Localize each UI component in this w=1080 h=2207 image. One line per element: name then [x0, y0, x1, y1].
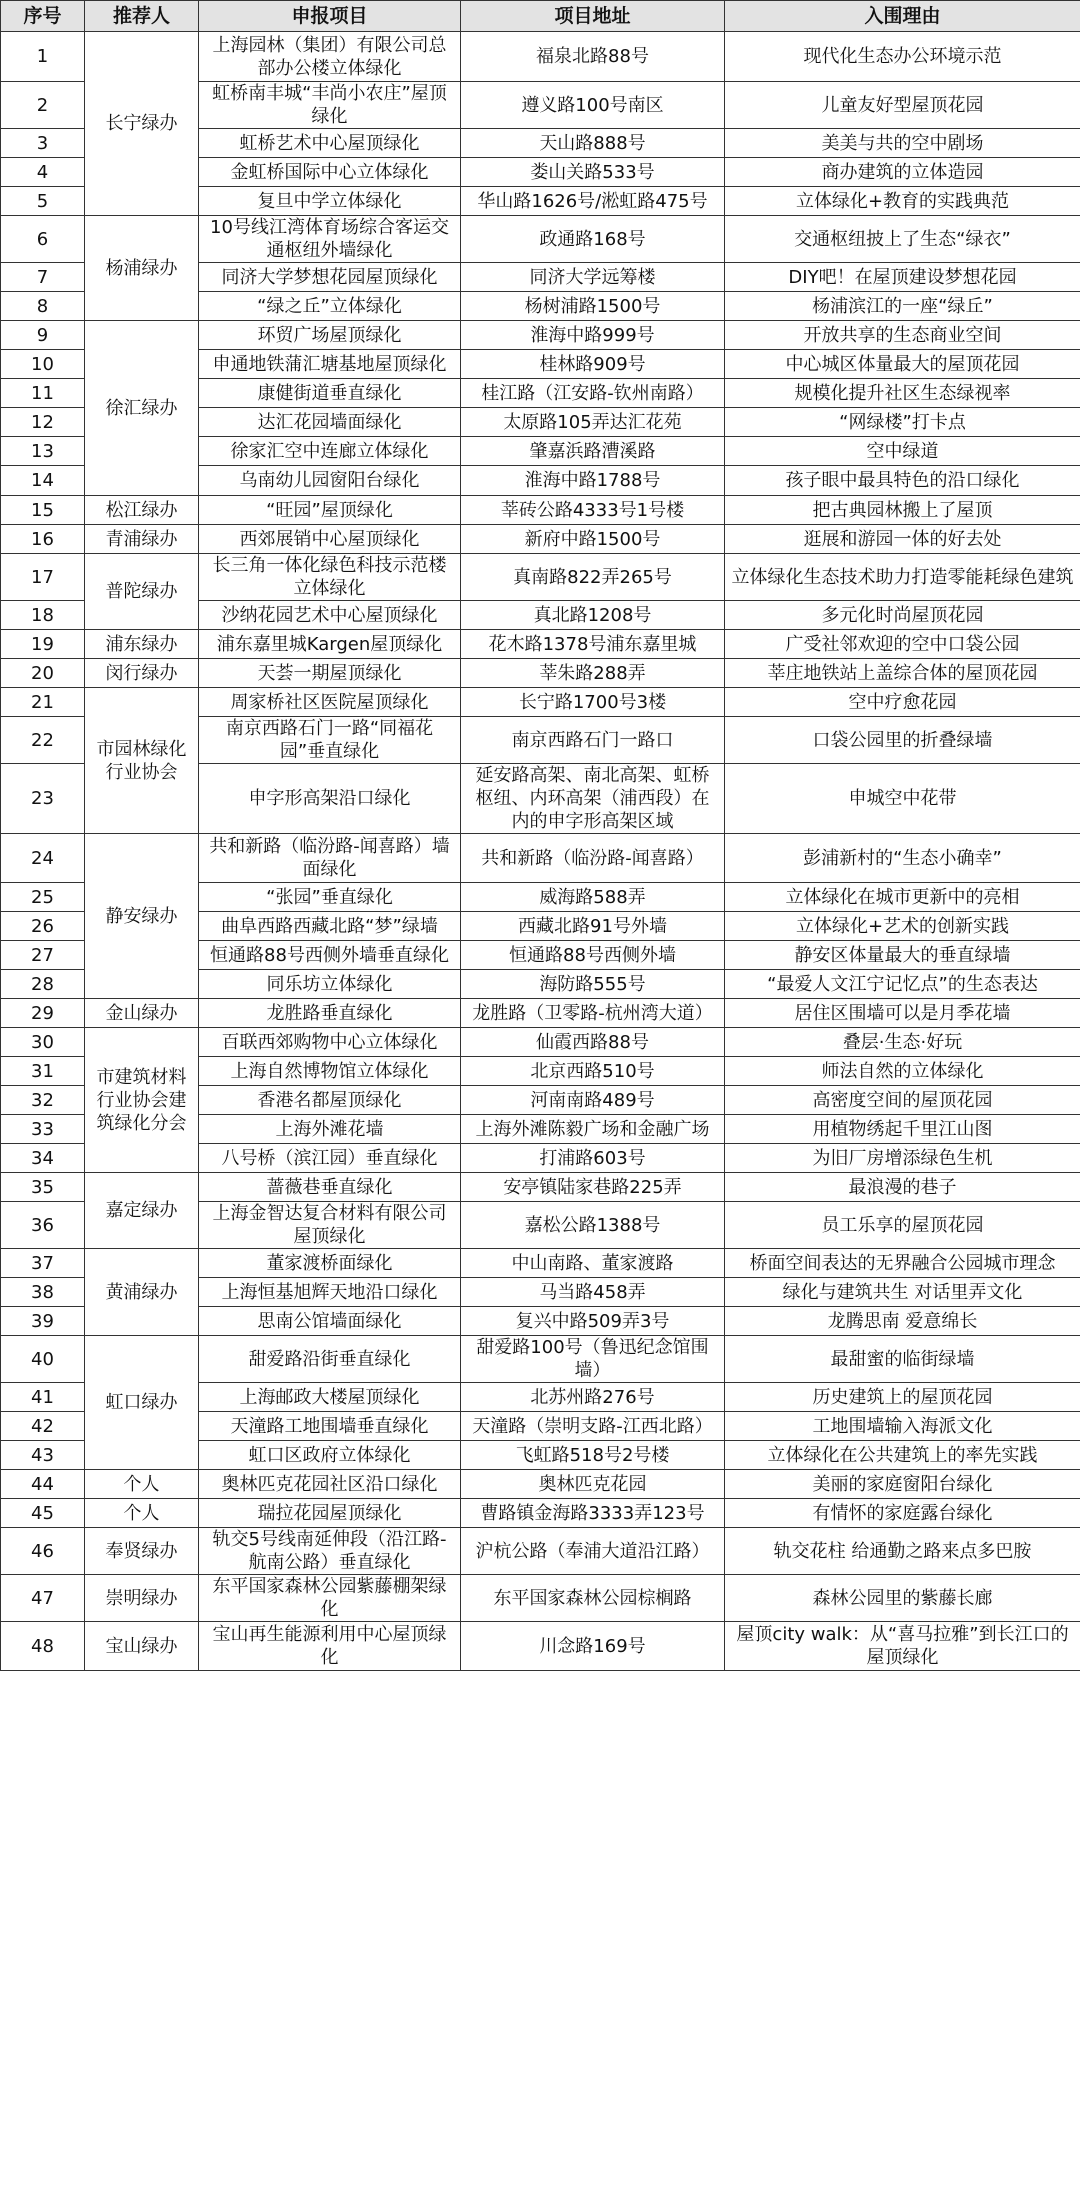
reason-cell: 龙腾思南 爱意绵长: [725, 1307, 1080, 1336]
address-cell: 延安路高架、南北高架、虹桥枢纽、内环高架（浦西段）在内的申字形高架区域: [461, 764, 725, 834]
recommender-cell: 市建筑材料行业协会建筑绿化分会: [85, 1028, 199, 1173]
reason-cell: 立体绿化在城市更新中的亮相: [725, 883, 1080, 912]
address-cell: 恒通路88号西侧外墙: [461, 941, 725, 970]
recommender-cell: 嘉定绿办: [85, 1173, 199, 1249]
address-cell: 中山南路、董家渡路: [461, 1249, 725, 1278]
address-cell: 仙霞西路88号: [461, 1028, 725, 1057]
table-row: [1, 1499, 1080, 1528]
reason-cell: 立体绿化+艺术的创新实践: [725, 912, 1080, 941]
address-cell: 华山路1626号/淞虹路475号: [461, 187, 725, 216]
reason-cell: 彭浦新村的“生态小确幸”: [725, 834, 1080, 883]
row-number: 14: [1, 466, 85, 496]
row-number: 17: [1, 554, 85, 601]
header-row: [1, 1, 1080, 32]
project-cell: 奥林匹克花园社区沿口绿化: [199, 1470, 461, 1499]
table-row: [1, 659, 1080, 688]
project-cell: 环贸广场屋顶绿化: [199, 321, 461, 350]
address-cell: 真南路822弄265号: [461, 554, 725, 601]
address-cell: 打浦路603号: [461, 1144, 725, 1173]
row-number: 39: [1, 1307, 85, 1336]
recommender-cell: 长宁绿办: [85, 32, 199, 216]
address-cell: 东平国家森林公园棕榈路: [461, 1575, 725, 1622]
row-number: 40: [1, 1336, 85, 1383]
reason-cell: 最浪漫的巷子: [725, 1173, 1080, 1202]
reason-cell: 多元化时尚屋顶花园: [725, 601, 1080, 630]
project-cell: 上海自然博物馆立体绿化: [199, 1057, 461, 1086]
address-cell: 北京西路510号: [461, 1057, 725, 1086]
project-cell: 宝山再生能源利用中心屋顶绿化: [199, 1622, 461, 1671]
address-cell: 遵义路100号南区: [461, 82, 725, 129]
table-row: [1, 32, 1080, 82]
recommender-cell: 黄浦绿办: [85, 1249, 199, 1336]
reason-cell: 空中疗愈花园: [725, 688, 1080, 717]
project-cell: 长三角一体化绿色科技示范楼立体绿化: [199, 554, 461, 601]
project-cell: 申字形高架沿口绿化: [199, 764, 461, 834]
address-cell: 复兴中路509弄3号: [461, 1307, 725, 1336]
reason-cell: 为旧厂房增添绿色生机: [725, 1144, 1080, 1173]
reason-cell: 叠层·生态·好玩: [725, 1028, 1080, 1057]
table-row: [1, 630, 1080, 659]
address-cell: 淮海中路1788号: [461, 466, 725, 496]
address-cell: 曹路镇金海路3333弄123号: [461, 1499, 725, 1528]
recommender-cell: 个人: [85, 1470, 199, 1499]
reason-cell: 轨交花柱 给通勤之路来点多巴胺: [725, 1528, 1080, 1575]
reason-cell: 口袋公园里的折叠绿墙: [725, 717, 1080, 764]
address-cell: 奥林匹克花园: [461, 1470, 725, 1499]
row-number: 43: [1, 1441, 85, 1470]
address-cell: 淮海中路999号: [461, 321, 725, 350]
table-row: [1, 554, 1080, 601]
reason-cell: 静安区体量最大的垂直绿墙: [725, 941, 1080, 970]
reason-cell: 员工乐享的屋顶花园: [725, 1202, 1080, 1249]
row-number: 8: [1, 292, 85, 321]
row-number: 30: [1, 1028, 85, 1057]
address-cell: 安亭镇陆家巷路225弄: [461, 1173, 725, 1202]
table-body: [1, 32, 1080, 1671]
reason-cell: 莘庄地铁站上盖综合体的屋顶花园: [725, 659, 1080, 688]
address-cell: 桂江路（江安路-钦州南路）: [461, 379, 725, 408]
row-number: 41: [1, 1383, 85, 1412]
address-cell: 威海路588弄: [461, 883, 725, 912]
table-row: [1, 1622, 1080, 1671]
recommender-cell: 宝山绿办: [85, 1622, 199, 1671]
project-cell: 董家渡桥面绿化: [199, 1249, 461, 1278]
reason-cell: 孩子眼中最具特色的沿口绿化: [725, 466, 1080, 496]
address-cell: 福泉北路88号: [461, 32, 725, 82]
row-number: 28: [1, 970, 85, 999]
reason-cell: 绿化与建筑共生 对话里弄文化: [725, 1278, 1080, 1307]
project-cell: 上海金智达复合材料有限公司屋顶绿化: [199, 1202, 461, 1249]
address-cell: 真北路1208号: [461, 601, 725, 630]
row-number: 47: [1, 1575, 85, 1622]
reason-cell: 居住区围墙可以是月季花墙: [725, 999, 1080, 1028]
address-cell: 天山路888号: [461, 129, 725, 158]
row-number: 29: [1, 999, 85, 1028]
table-row: [1, 1249, 1080, 1278]
address-cell: 龙胜路（卫零路-杭州湾大道）: [461, 999, 725, 1028]
address-cell: 海防路555号: [461, 970, 725, 999]
header-project: 申报项目: [199, 1, 461, 32]
row-number: 1: [1, 32, 85, 82]
project-cell: “张园”垂直绿化: [199, 883, 461, 912]
row-number: 27: [1, 941, 85, 970]
recommender-cell: 徐汇绿办: [85, 321, 199, 496]
address-cell: 娄山关路533号: [461, 158, 725, 187]
address-cell: 长宁路1700号3楼: [461, 688, 725, 717]
row-number: 2: [1, 82, 85, 129]
row-number: 42: [1, 1412, 85, 1441]
project-cell: 思南公馆墙面绿化: [199, 1307, 461, 1336]
project-cell: 西郊展销中心屋顶绿化: [199, 525, 461, 554]
reason-cell: “最爱人文江宁记忆点”的生态表达: [725, 970, 1080, 999]
reason-cell: 用植物绣起千里江山图: [725, 1115, 1080, 1144]
address-cell: 河南南路489号: [461, 1086, 725, 1115]
project-cell: 龙胜路垂直绿化: [199, 999, 461, 1028]
project-cell: 天荟一期屋顶绿化: [199, 659, 461, 688]
reason-cell: 开放共享的生态商业空间: [725, 321, 1080, 350]
project-cell: 东平国家森林公园紫藤棚架绿化: [199, 1575, 461, 1622]
recommender-cell: 青浦绿办: [85, 525, 199, 554]
header-reason: 入围理由: [725, 1, 1080, 32]
row-number: 33: [1, 1115, 85, 1144]
table-row: [1, 525, 1080, 554]
recommender-cell: 普陀绿办: [85, 554, 199, 630]
project-cell: 曲阜西路西藏北路“梦”绿墙: [199, 912, 461, 941]
address-cell: 同济大学远筹楼: [461, 263, 725, 292]
project-cell: 浦东嘉里城Kargen屋顶绿化: [199, 630, 461, 659]
row-number: 16: [1, 525, 85, 554]
recommender-cell: 松江绿办: [85, 496, 199, 525]
table-row: [1, 1528, 1080, 1575]
reason-cell: 历史建筑上的屋顶花园: [725, 1383, 1080, 1412]
reason-cell: 广受社邻欢迎的空中口袋公园: [725, 630, 1080, 659]
row-number: 34: [1, 1144, 85, 1173]
header-address: 项目地址: [461, 1, 725, 32]
reason-cell: 工地围墙输入海派文化: [725, 1412, 1080, 1441]
row-number: 46: [1, 1528, 85, 1575]
project-cell: “旺园”屋顶绿化: [199, 496, 461, 525]
row-number: 25: [1, 883, 85, 912]
project-cell: 瑞拉花园屋顶绿化: [199, 1499, 461, 1528]
row-number: 31: [1, 1057, 85, 1086]
reason-cell: 把古典园林搬上了屋顶: [725, 496, 1080, 525]
reason-cell: 师法自然的立体绿化: [725, 1057, 1080, 1086]
row-number: 7: [1, 263, 85, 292]
reason-cell: 森林公园里的紫藤长廊: [725, 1575, 1080, 1622]
reason-cell: 规模化提升社区生态绿视率: [725, 379, 1080, 408]
row-number: 24: [1, 834, 85, 883]
row-number: 19: [1, 630, 85, 659]
row-number: 13: [1, 437, 85, 466]
address-cell: 飞虹路518号2号楼: [461, 1441, 725, 1470]
address-cell: 肇嘉浜路漕溪路: [461, 437, 725, 466]
project-cell: 百联西郊购物中心立体绿化: [199, 1028, 461, 1057]
project-cell: 乌南幼儿园窗阳台绿化: [199, 466, 461, 496]
table-row: [1, 1336, 1080, 1383]
reason-cell: 中心城区体量最大的屋顶花园: [725, 350, 1080, 379]
address-cell: 桂林路909号: [461, 350, 725, 379]
reason-cell: 立体绿化生态技术助力打造零能耗绿色建筑: [725, 554, 1080, 601]
reason-cell: 交通枢纽披上了生态“绿衣”: [725, 216, 1080, 263]
reason-cell: 有情怀的家庭露台绿化: [725, 1499, 1080, 1528]
reason-cell: 现代化生态办公环境示范: [725, 32, 1080, 82]
table-row: [1, 1028, 1080, 1057]
address-cell: 川念路169号: [461, 1622, 725, 1671]
project-cell: 虹桥南丰城“丰尚小农庄”屋顶绿化: [199, 82, 461, 129]
project-cell: 申通地铁蒲汇塘基地屋顶绿化: [199, 350, 461, 379]
project-cell: 共和新路（临汾路-闻喜路）墙面绿化: [199, 834, 461, 883]
project-cell: 周家桥社区医院屋顶绿化: [199, 688, 461, 717]
address-cell: 沪杭公路（奉浦大道沿江路）: [461, 1528, 725, 1575]
table-row: [1, 999, 1080, 1028]
project-cell: 八号桥（滨江园）垂直绿化: [199, 1144, 461, 1173]
reason-cell: 高密度空间的屋顶花园: [725, 1086, 1080, 1115]
row-number: 22: [1, 717, 85, 764]
address-cell: 莘砖公路4333号1号楼: [461, 496, 725, 525]
address-cell: 天潼路（崇明支路-江西北路）: [461, 1412, 725, 1441]
reason-cell: 逛展和游园一体的好去处: [725, 525, 1080, 554]
reason-cell: 儿童友好型屋顶花园: [725, 82, 1080, 129]
row-number: 18: [1, 601, 85, 630]
address-cell: 南京西路石门一路口: [461, 717, 725, 764]
row-number: 35: [1, 1173, 85, 1202]
row-number: 5: [1, 187, 85, 216]
reason-cell: 立体绿化+教育的实践典范: [725, 187, 1080, 216]
reason-cell: 商办建筑的立体造园: [725, 158, 1080, 187]
address-cell: 杨树浦路1500号: [461, 292, 725, 321]
reason-cell: 美美与共的空中剧场: [725, 129, 1080, 158]
row-number: 10: [1, 350, 85, 379]
address-cell: 西藏北路91号外墙: [461, 912, 725, 941]
recommender-cell: 静安绿办: [85, 834, 199, 999]
row-number: 32: [1, 1086, 85, 1115]
reason-cell: 桥面空间表达的无界融合公园城市理念: [725, 1249, 1080, 1278]
header-recommender: 推荐人: [85, 1, 199, 32]
recommender-cell: 金山绿办: [85, 999, 199, 1028]
row-number: 9: [1, 321, 85, 350]
recommender-cell: 浦东绿办: [85, 630, 199, 659]
address-cell: 政通路168号: [461, 216, 725, 263]
row-number: 4: [1, 158, 85, 187]
address-cell: 马当路458弄: [461, 1278, 725, 1307]
reason-cell: 申城空中花带: [725, 764, 1080, 834]
recommender-cell: 市园林绿化行业协会: [85, 688, 199, 834]
project-cell: 上海邮政大楼屋顶绿化: [199, 1383, 461, 1412]
reason-cell: “网绿楼”打卡点: [725, 408, 1080, 437]
address-cell: 莘朱路288弄: [461, 659, 725, 688]
project-cell: 虹桥艺术中心屋顶绿化: [199, 129, 461, 158]
recommender-cell: 个人: [85, 1499, 199, 1528]
table-row: [1, 1173, 1080, 1202]
project-cell: 恒通路88号西侧外墙垂直绿化: [199, 941, 461, 970]
table-row: [1, 1470, 1080, 1499]
address-cell: 太原路105弄达汇花苑: [461, 408, 725, 437]
recommender-cell: 奉贤绿办: [85, 1528, 199, 1575]
project-cell: 同济大学梦想花园屋顶绿化: [199, 263, 461, 292]
project-cell: 轨交5号线南延伸段（沿江路-航南公路）垂直绿化: [199, 1528, 461, 1575]
address-cell: 共和新路（临汾路-闻喜路）: [461, 834, 725, 883]
recommender-cell: 崇明绿办: [85, 1575, 199, 1622]
recommender-cell: 闵行绿办: [85, 659, 199, 688]
project-cell: 10号线江湾体育场综合客运交通枢纽外墙绿化: [199, 216, 461, 263]
row-number: 48: [1, 1622, 85, 1671]
project-cell: 南京西路石门一路“同福花园”垂直绿化: [199, 717, 461, 764]
row-number: 38: [1, 1278, 85, 1307]
address-cell: 上海外滩陈毅广场和金融广场: [461, 1115, 725, 1144]
project-cell: 沙纳花园艺术中心屋顶绿化: [199, 601, 461, 630]
row-number: 15: [1, 496, 85, 525]
row-number: 3: [1, 129, 85, 158]
table-row: [1, 321, 1080, 350]
project-cell: 达汇花园墙面绿化: [199, 408, 461, 437]
project-cell: 天潼路工地围墙垂直绿化: [199, 1412, 461, 1441]
row-number: 26: [1, 912, 85, 941]
project-cell: 蔷薇巷垂直绿化: [199, 1173, 461, 1202]
table-row: [1, 688, 1080, 717]
address-cell: 嘉松公路1388号: [461, 1202, 725, 1249]
address-cell: 新府中路1500号: [461, 525, 725, 554]
project-cell: “绿之丘”立体绿化: [199, 292, 461, 321]
address-cell: 花木路1378号浦东嘉里城: [461, 630, 725, 659]
project-cell: 金虹桥国际中心立体绿化: [199, 158, 461, 187]
header-no: 序号: [1, 1, 85, 32]
reason-cell: 屋顶city walk：从“喜马拉雅”到长江口的屋顶绿化: [725, 1622, 1080, 1671]
reason-cell: 立体绿化在公共建筑上的率先实践: [725, 1441, 1080, 1470]
project-cell: 甜爱路沿街垂直绿化: [199, 1336, 461, 1383]
reason-cell: DIY吧！在屋顶建设梦想花园: [725, 263, 1080, 292]
reason-cell: 最甜蜜的临街绿墙: [725, 1336, 1080, 1383]
row-number: 23: [1, 764, 85, 834]
row-number: 37: [1, 1249, 85, 1278]
address-cell: 北苏州路276号: [461, 1383, 725, 1412]
project-cell: 同乐坊立体绿化: [199, 970, 461, 999]
row-number: 6: [1, 216, 85, 263]
project-cell: 上海恒基旭辉天地沿口绿化: [199, 1278, 461, 1307]
project-cell: 徐家汇空中连廊立体绿化: [199, 437, 461, 466]
row-number: 36: [1, 1202, 85, 1249]
address-cell: 甜爱路100号（鲁迅纪念馆围墙）: [461, 1336, 725, 1383]
reason-cell: 空中绿道: [725, 437, 1080, 466]
reason-cell: 美丽的家庭窗阳台绿化: [725, 1470, 1080, 1499]
table-row: [1, 1575, 1080, 1622]
row-number: 45: [1, 1499, 85, 1528]
project-cell: 复旦中学立体绿化: [199, 187, 461, 216]
project-cell: 香港名都屋顶绿化: [199, 1086, 461, 1115]
recommender-cell: 杨浦绿办: [85, 216, 199, 321]
row-number: 12: [1, 408, 85, 437]
project-cell: 康健街道垂直绿化: [199, 379, 461, 408]
row-number: 11: [1, 379, 85, 408]
table-row: [1, 496, 1080, 525]
table-row: [1, 216, 1080, 263]
project-cell: 虹口区政府立体绿化: [199, 1441, 461, 1470]
table-row: [1, 834, 1080, 883]
reason-cell: 杨浦滨江的一座“绿丘”: [725, 292, 1080, 321]
project-cell: 上海外滩花墙: [199, 1115, 461, 1144]
project-cell: 上海园林（集团）有限公司总部办公楼立体绿化: [199, 32, 461, 82]
row-number: 44: [1, 1470, 85, 1499]
recommender-cell: 虹口绿办: [85, 1336, 199, 1470]
row-number: 20: [1, 659, 85, 688]
row-number: 21: [1, 688, 85, 717]
